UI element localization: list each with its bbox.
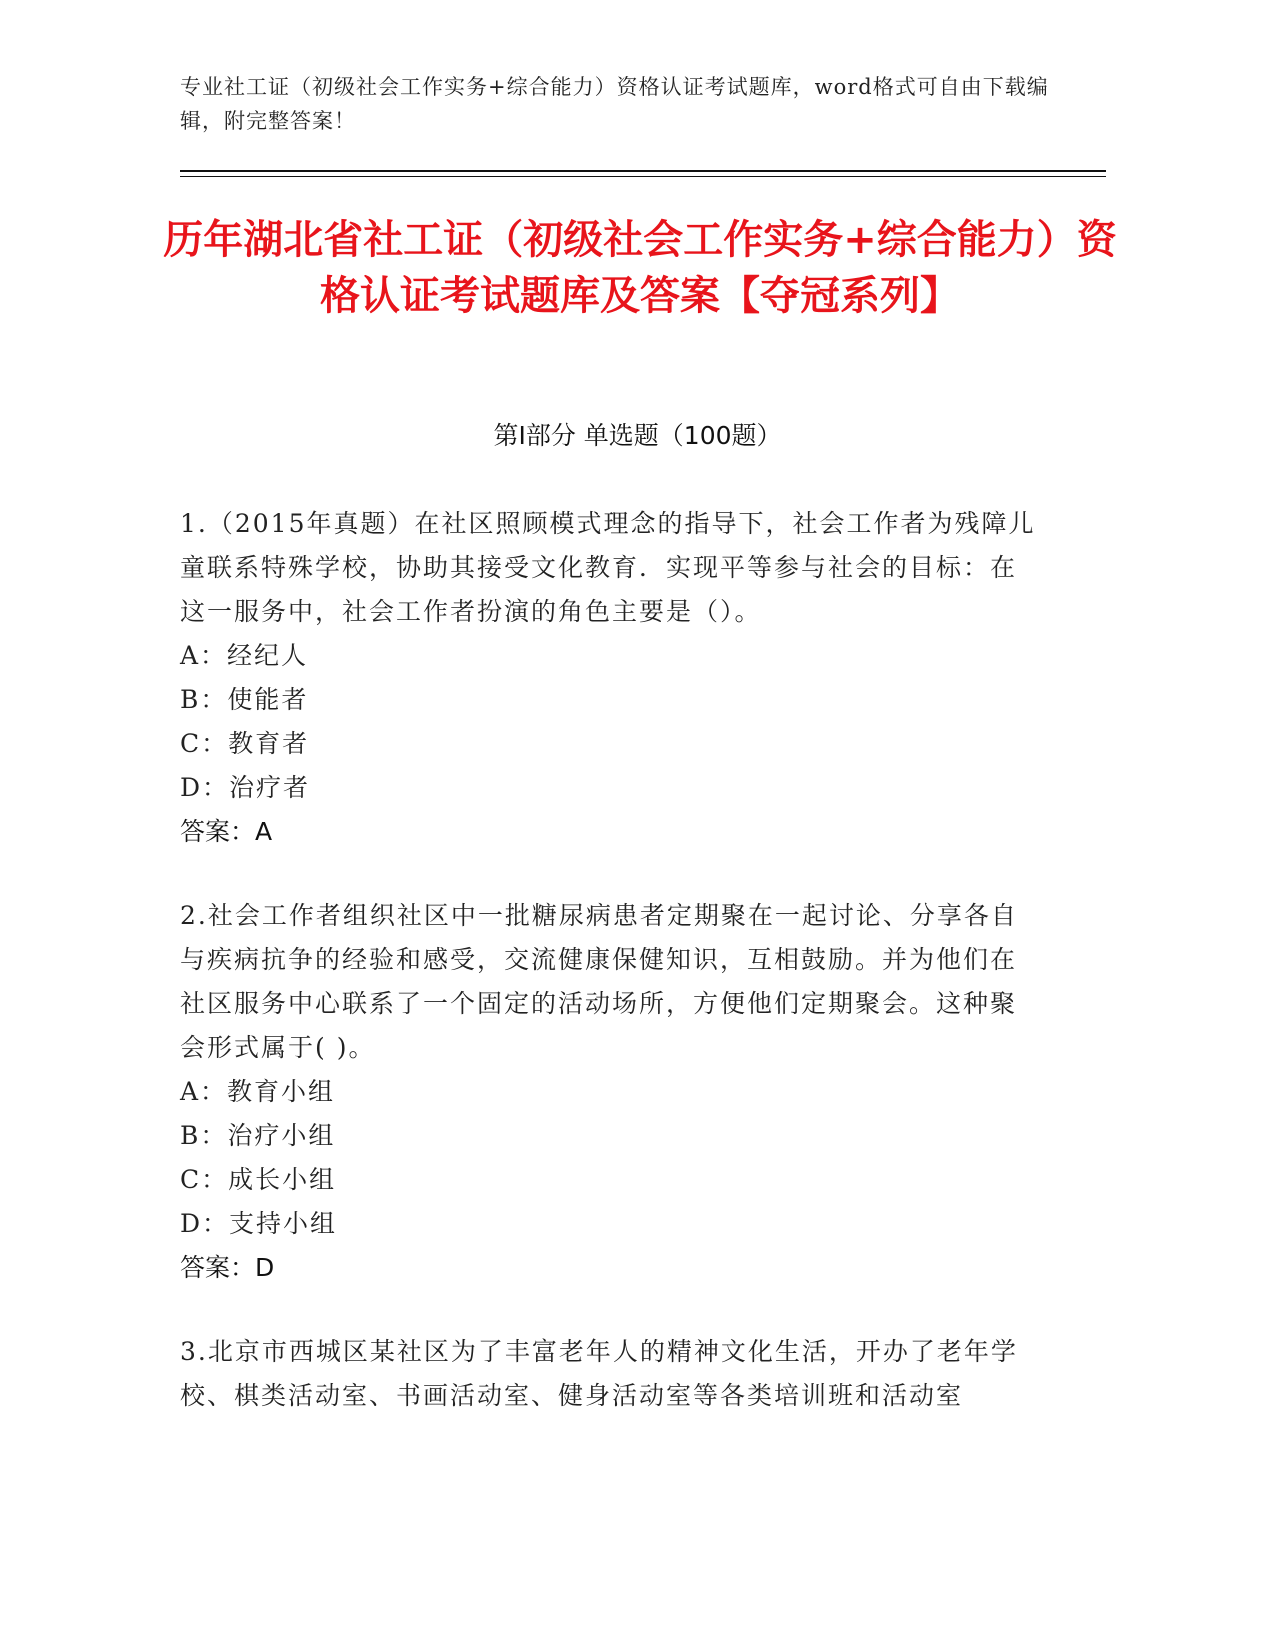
option-a: A：教育小组 <box>180 1077 336 1106</box>
answer-text: 答案：D <box>180 1253 275 1282</box>
option-d: D：支持小组 <box>180 1209 338 1238</box>
section-heading: 第I部分 单选题（100题） <box>493 421 782 450</box>
answer-text: 答案：A <box>180 817 273 846</box>
question-stem: 2.社会工作者组织社区中一批糖尿病患者定期聚在一起讨论、分享各自与疾病抗争的经验和感受，交流健康保健知识，互相鼓励。并为他们在社区服务中心联系了一个固定的活动场所，方便他们定期聚会。这种聚会形式属于( )。 <box>180 901 1018 1062</box>
question-1 <box>180 502 1040 854</box>
header-divider-thick <box>180 170 1106 172</box>
document-title: 历年湖北省社工证（初级社会工作实务+综合能力）资格认证考试题库及答案【夺冠系列】 <box>163 217 1117 319</box>
option-a: A：经纪人 <box>180 641 309 670</box>
option-d: D：治疗者 <box>180 773 311 802</box>
header-note: 专业社工证（初级社会工作实务+综合能力）资格认证考试题库，word格式可自由下载编辑，附完整答案！ <box>180 75 1049 133</box>
option-b: B：治疗小组 <box>180 1121 336 1150</box>
question-3 <box>180 1330 1040 1418</box>
question-2 <box>180 894 1040 1290</box>
option-b: B：使能者 <box>180 685 309 714</box>
question-stem: 1.（2015年真题）在社区照顾模式理念的指导下，社会工作者为残障儿童联系特殊学校，协助其接受文化教育．实现平等参与社会的目标：在这一服务中，社会工作者扮演的角色主要是（）。 <box>180 509 1036 626</box>
question-stem: 3.北京市西城区某社区为了丰富老年人的精神文化生活，开办了老年学校、棋类活动室、书画活动室、健身活动室等各类培训班和活动室 <box>180 1337 1018 1410</box>
header-divider-thin <box>180 176 1106 177</box>
option-c: C：教育者 <box>180 729 310 758</box>
option-c: C：成长小组 <box>180 1165 337 1194</box>
